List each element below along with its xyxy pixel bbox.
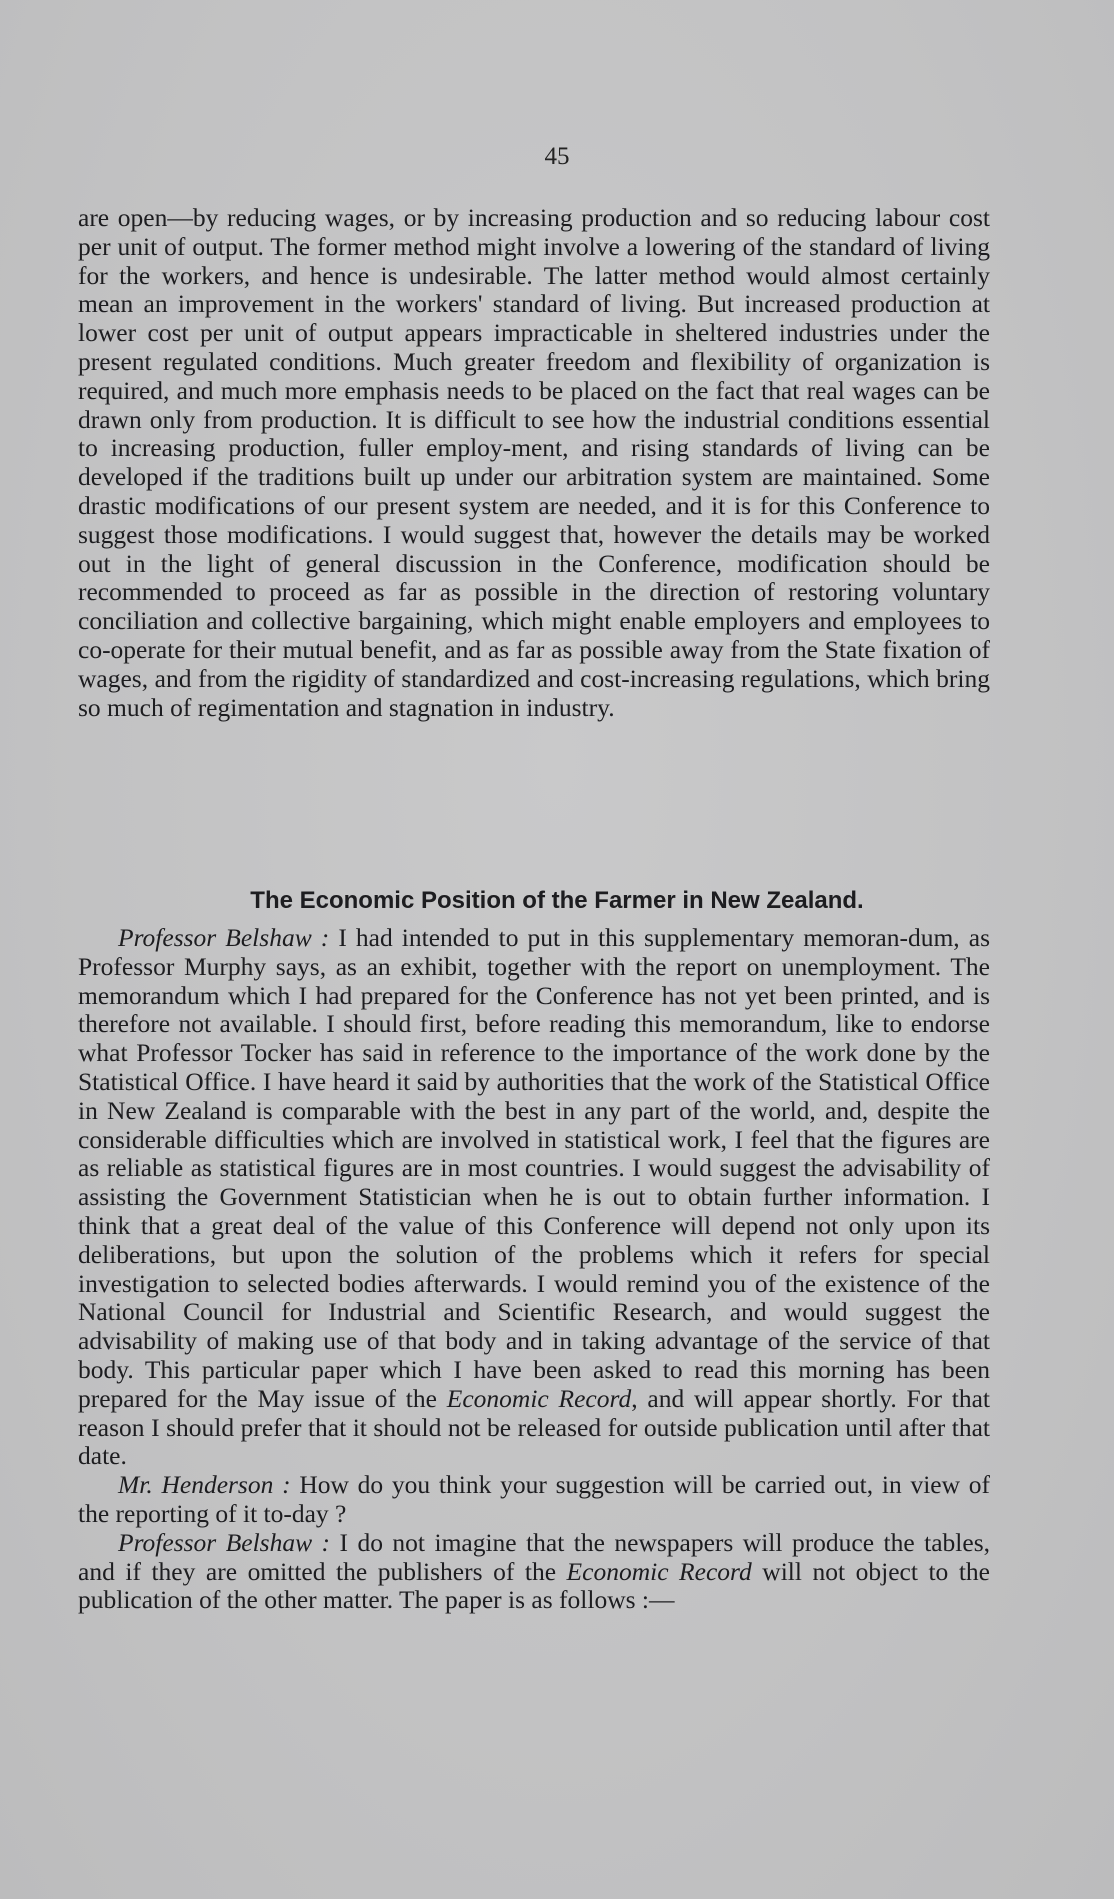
- speech-text: How do you think your suggestion will be carried out, in view of the reporting of it to-day ?: [78, 1470, 990, 1528]
- speech-text: will not object to the publication of the other matter. The paper is as follows :—: [78, 1556, 990, 1615]
- speaker-name: Mr. Henderson :: [118, 1470, 291, 1500]
- speech-belshaw-1: [78, 924, 990, 1471]
- speaker-name: Professor Belshaw :: [118, 923, 330, 952]
- page-number: 45: [544, 143, 570, 170]
- speech-belshaw-2: [78, 1529, 990, 1615]
- speaker-name: Professor Belshaw :: [118, 1527, 331, 1557]
- publication-title: Economic Record: [446, 1383, 632, 1413]
- section-heading: The Economic Position of the Farmer in New Zealand.: [250, 887, 864, 914]
- publication-title: Economic Record: [566, 1556, 752, 1586]
- speech-text: I do not imagine that the newspapers will produce the tables, and if they are omitted the publishers of the: [78, 1527, 990, 1586]
- paragraph-text: are open—by reducing wages, or by increasing production and so reducing labour cost per unit of output. The former method might involve a lowering of the standard of living for the workers, and hence is undesirable. The latter method would almost certainly mean an improvement in the workers' standard of living. But increased production at lower cost per unit of output appears impracticable in sheltered industries under the present regulated conditions. Much greater freedom and flexibility of organization is required, and much more emphasis needs to be placed on the fact that real wages can be drawn only from production. It is difficult to see how the industrial conditions essential to increasing production, fuller employ-ment, and rising standards of living can be developed if the traditions built up under our arbitration system are maintained. Some drastic modifications of our present system are needed, and it is for this Conference to suggest those modifications. I would suggest that, however the details may be worked out in the light of general discussion in the Conference, modification should be recommended to proceed as far as possible in the direction of restoring voluntary conciliation and collective bargaining, which might enable employers and employees to co-operate for their mutual benefit, and as far as possible away from the State fixation of wages, and from the rigidity of standardized and cost-increasing regulations, which bring so much of regimentation and stagnation in industry.: [78, 203, 990, 722]
- paragraph-arbitration: [78, 204, 990, 722]
- speech-henderson: [78, 1471, 990, 1529]
- speech-text: I had intended to put in this supplementary memoran-dum, as Professor Murphy says, as an exhibit, together with the report on unemployment. The memorandum which I had prepared for the Conference has not yet been printed, and is therefore not available. I should first, before reading this memorandum, like to endorse what Professor Tocker has said in reference to the importance of the work done by the Statistical Office. I have heard it said by authorities that the work of the Statistical Office in New Zealand is comparable with the best in any part of the world, and, despite the considerable difficulties which are involved in statistical work, I feel that the figures are as reliable as statistical figures are in most countries. I would suggest the advisability of assisting the Government Statistician when he is out to obtain further information. I think that a great deal of the value of this Conference will depend not only upon its deliberations, but upon the solution of the problems which it refers for special investigation to selected bodies afterwards. I would remind you of the existence of the National Council for Industrial and Scientific Research, and would suggest the advisability of making use of that body and in taking advantage of the service of that body. This particular paper which I have been asked to read this morning has been prepared for the May issue of the: [78, 923, 990, 1413]
- section-body: [78, 924, 990, 1615]
- speech-text: , and will appear shortly. For that reason I should prefer that it should not be released for outside publication until after that date.: [78, 1383, 990, 1471]
